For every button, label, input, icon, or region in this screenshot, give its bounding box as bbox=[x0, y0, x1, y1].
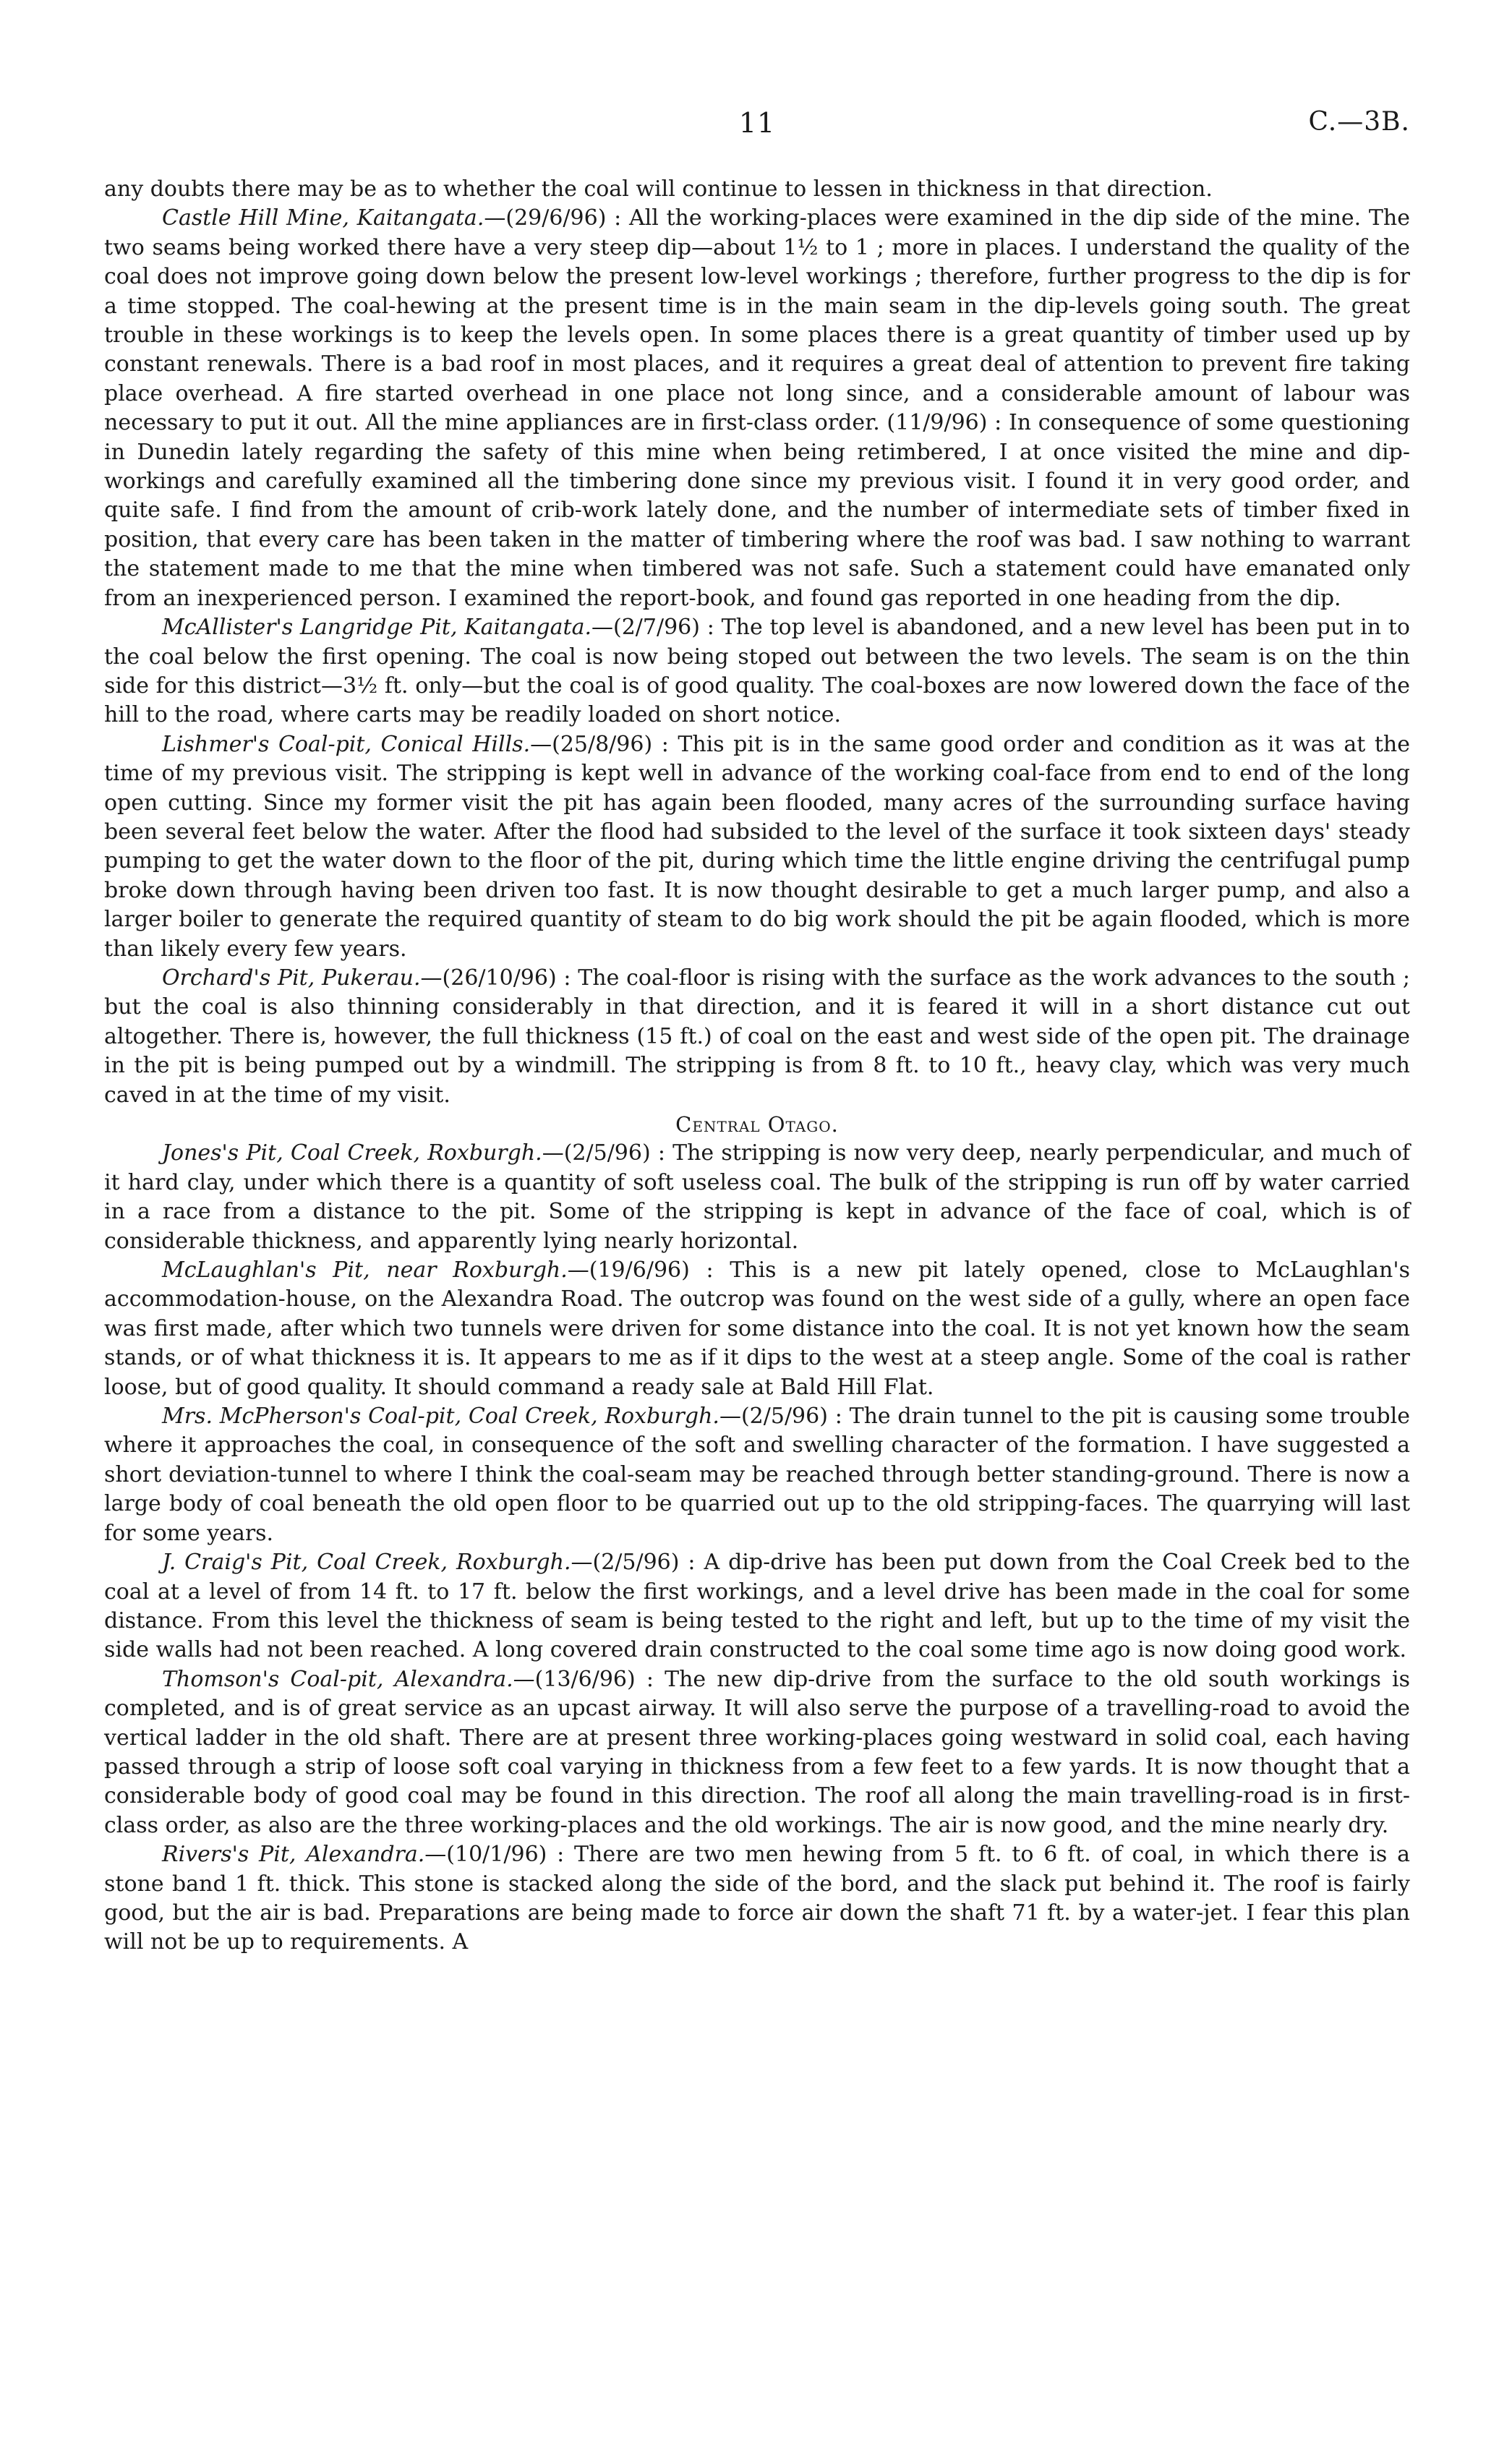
paragraph-text: —(2/5/96) : The stripping is now very deep, nearly perpendicular, and much of it hard clay, under which there is a quantity of soft useless coal. The bulk of the stripping is run off by water carried in a race from a distance to the pit. Some of the stripping is kept in advance of the face of coal, which is of considerable thickness, and apparently lying nearly horizontal. bbox=[104, 1140, 1410, 1254]
paragraph-title: Orchard's Pit, Pukerau. bbox=[162, 965, 421, 991]
page-header bbox=[104, 107, 1410, 150]
paragraph-title: McAllister's Langridge Pit, Kaitangata. bbox=[162, 615, 591, 641]
paragraph-title: Castle Hill Mine, Kaitangata. bbox=[162, 205, 484, 231]
paragraph-craigs-pit bbox=[104, 1548, 1410, 1665]
paragraph-castle-hill-mine bbox=[104, 204, 1410, 613]
paragraph-lishmers-coal-pit bbox=[104, 730, 1410, 964]
paragraph-title: Rivers's Pit, Alexandra. bbox=[162, 1842, 425, 1868]
paragraph-text: —(29/6/96) : All the working-places were examined in the dip side of the mine. The two seams being worked there have a very steep dip—about 1½ to 1 ; more in places. I understand the quality of the coal does not improve going down below the present low-level workings ; therefore, further progress to the dip is for a time stopped. The coal-hewing at the present time is in the main seam in the dip-levels going south. The great trouble in these workings is to keep the levels open. In some places there is a great quantity of timber used up by constant renewals. There is a bad roof in most places, and it requires a great deal of attention to prevent fire taking place overhead. A fire started overhead in one place not long since, and a considerable amount of labour was necessary to put it out. All the mine appliances are in first-class order. (11/9/96) : In consequence of some questioning in Dunedin lately regarding the safety of this mine when being retimbered, I at once visited the mine and dip-workings and carefully examined all the timbering done since my previous visit. I found it in very good order, and quite safe. I find from the amount of crib-work lately done, and the number of intermediate sets of timber fixed in position, that every care has been taken in the matter of timbering where the roof was bad. I saw nothing to warrant the statement made to me that the mine when timbered was not safe. Such a statement could have emanated only from an inexperienced person. I examined the report-book, and found gas reported in one heading from the dip. bbox=[104, 205, 1411, 611]
paragraph-text: —(25/8/96) : This pit is in the same good order and condition as it was at the time of my previous visit. The stripping is kept well in advance of the working coal-face from end to end of the long open cutting. Since my former visit the pit has again been flooded, many acres of the surrounding surface having been several feet below the water. After the flood had subsided to the level of the surface it took sixteen days' steady pumping to get the water down to the floor of the pit, during which time the little engine driving the centrifugal pump broke down through having been driven too fast. It is now thought desirable to get a much larger pump, and also a larger boiler to generate the required quantity of steam to do big work should the pit be again flooded, which is more than likely every few years. bbox=[104, 731, 1410, 962]
paragraph-title: J. Craig's Pit, Coal Creek, Roxburgh. bbox=[162, 1550, 571, 1576]
paragraph-mclaughlans-pit bbox=[104, 1256, 1410, 1402]
paragraph-title: McLaughlan's Pit, near Roxburgh. bbox=[162, 1257, 568, 1284]
paragraph-text: —(19/6/96) : This is a new pit lately opened, close to McLaughlan's accommodation-house, on the Alexandra Road. The outcrop was found on the west side of a gully, where an open face was first made, after which two tunnels were driven for some distance into the coal. It is not yet known how the seam stands, or of what thickness it is. It appears to me as if it dips to the west at a steep angle. Some of the coal is rather loose, but of good quality. It should command a ready sale at Bald Hill Flat. bbox=[104, 1257, 1410, 1400]
paragraph-title: Lishmer's Coal-pit, Conical Hills. bbox=[162, 731, 531, 757]
paragraph-continuation bbox=[104, 175, 1410, 204]
body-text bbox=[104, 175, 1410, 1957]
paragraph-text: —(10/1/96) : There are two men hewing from 5 ft. to 6 ft. of coal, in which there is a stone band 1 ft. thick. This stone is stacked along the side of the bord, and the slack put behind it. The roof is fairly good, but the air is bad. Preparations are being made to force air down the shaft 71 ft. by a water-jet. I fear this plan will not be up to requirements. A bbox=[104, 1842, 1410, 1955]
paragraph-orchards-pit bbox=[104, 964, 1410, 1110]
paragraph-title: Mrs. McPherson's Coal-pit, Coal Creek, Roxburgh. bbox=[162, 1404, 719, 1430]
section-heading: Central Otago. bbox=[675, 1112, 839, 1137]
paragraph-text: —(2/5/96) : The drain tunnel to the pit is causing some trouble where it approaches the coal, in consequence of the soft and swelling character of the formation. I have suggested a short deviation-tunnel to where I think the coal-seam may be reached through better standing-ground. There is now a large body of coal beneath the old open floor to be quarried out up to the old stripping-faces. The quarrying will last for some years. bbox=[104, 1404, 1410, 1546]
paragraph-title: Jones's Pit, Coal Creek, Roxburgh. bbox=[162, 1140, 542, 1166]
paragraph-text: —(13/6/96) : The new dip-drive from the surface to the old south workings is completed, and is of great service as an upcast airway. It will also serve the purpose of a travelling-road to avoid the vertical ladder in the old shaft. There are at present three working-places going westward in solid coal, each having passed through a strip of loose soft coal varying in thickness from a few feet to a few yards. It is now thought that a considerable body of good coal may be found in this direction. The roof all along the main travelling-road is in first-class order, as also are the three working-places and the old workings. The air is now good, and the mine nearly dry. bbox=[104, 1666, 1411, 1838]
page-number: 11 bbox=[738, 107, 776, 139]
paragraph-mcallisters-pit bbox=[104, 613, 1410, 730]
paragraph-text: —(26/10/96) : The coal-floor is rising with the surface as the work advances to the south ; but the coal is also thinning considerably in that direction, and it is feared it will in a short distance cut out altogether. There is, however, the full thickness (15 ft.) of coal on the east and west side of the open pit. The drainage in the pit is being pumped out by a windmill. The stripping is from 8 ft. to 10 ft., heavy clay, which was very much caved in at the time of my visit. bbox=[104, 965, 1410, 1108]
paragraph-joness-pit bbox=[104, 1139, 1410, 1256]
paragraph-text: any doubts there may be as to whether the coal will continue to lessen in thickness in that direction. bbox=[104, 176, 1213, 202]
paragraph-riverss-pit bbox=[104, 1840, 1410, 1957]
document-reference: C.—3B. bbox=[1308, 107, 1410, 137]
paragraph-text: —(2/5/96) : A dip-drive has been put down from the Coal Creek bed to the coal at a level of from 14 ft. to 17 ft. below the first workings, and a level drive has been made in the coal for some distance. From this level the thickness of seam is being tested to the right and left, but up to the time of my visit the side walls had not been reached. A long covered drain constructed to the coal some time ago is now doing good work. bbox=[104, 1550, 1410, 1663]
paragraph-thomsons-coal-pit bbox=[104, 1665, 1410, 1840]
paragraph-text: —(2/7/96) : The top level is abandoned, and a new level has been put in to the coal below the first opening. The coal is now being stoped out between the two levels. The seam is on the thin side for this district—3½ ft. only—but the coal is of good quality. The coal-boxes are now lowered down the face of the hill to the road, where carts may be readily loaded on short notice. bbox=[104, 615, 1410, 728]
paragraph-mcphersons-coal-pit bbox=[104, 1402, 1410, 1548]
paragraph-title: Thomson's Coal-pit, Alexandra. bbox=[162, 1666, 513, 1692]
